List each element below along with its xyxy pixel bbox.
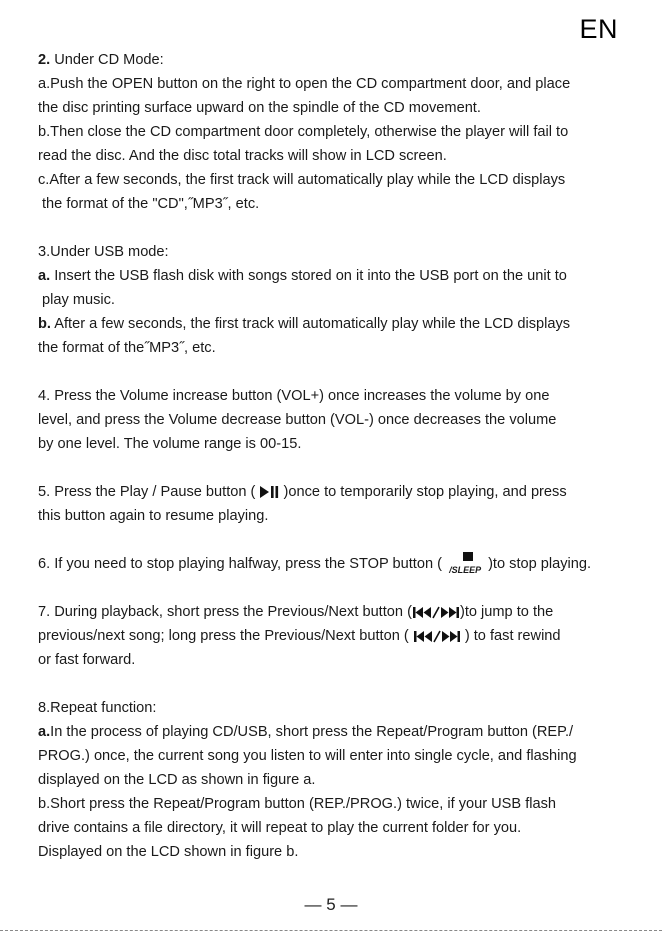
section-8-b-line-3: Displayed on the LCD shown in figure b. — [38, 844, 299, 860]
section-7-line-3: or fast forward. — [38, 652, 136, 668]
section-8-a-line-2: PROG.) once, the current song you listen to will enter into single cycle, and flashing — [38, 748, 577, 764]
section-7-line-2: previous/next song; long press the Previous/Next button ( ) to fast rewind — [38, 628, 561, 644]
section-2-c-line-1: c.After a few seconds, the first track will automatically play while the LCD displays — [38, 172, 566, 188]
section-2-c-line-2: the format of the "CD",˝MP3˝, etc. — [42, 196, 260, 212]
section-6-line-1: 6. If you need to stop playing halfway, press the STOP button ( /SLEEP )to stop playing. — [38, 552, 638, 576]
section-7-line-1: 7. During playback, short press the Previous/Next button ( )to jump to the — [38, 604, 554, 620]
previous-next-icon — [412, 605, 460, 619]
section-3-title: 3.Under USB mode: — [38, 244, 169, 260]
section-2-b-line-2: read the disc. And the disc total tracks will show in LCD screen. — [38, 148, 447, 164]
section-4-line-1: 4. Press the Volume increase button (VOL+) once increases the volume by one — [38, 388, 550, 404]
sleep-label: /SLEEP — [449, 565, 482, 575]
stop-sleep-icon — [446, 552, 488, 576]
section-2-b-line-1: b.Then close the CD compartment door completely, otherwise the player will fail to — [38, 124, 569, 140]
section-4-line-3: by one level. The volume range is 00-15. — [38, 436, 302, 452]
section-8-a-line-3: displayed on the LCD as shown in figure a. — [38, 772, 316, 788]
section-5-line-2: this button again to resume playing. — [38, 508, 269, 524]
manual-page-content — [38, 48, 638, 864]
page-edge-divider — [0, 930, 662, 932]
section-2-a-line-1: a.Push the OPEN button on the right to open the CD compartment door, and place — [38, 76, 571, 92]
section-2-title: 2. Under CD Mode: — [38, 52, 164, 68]
section-3-a-line-2: play music. — [42, 292, 115, 308]
section-3-b-line-2: the format of the˝MP3˝, etc. — [38, 340, 216, 356]
section-4-line-2: level, and press the Volume decrease button (VOL-) once decreases the volume — [38, 412, 557, 428]
section-3-b-line-1: b. After a few seconds, the first track will automatically play while the LCD displays — [38, 316, 571, 332]
section-8-title: 8.Repeat function: — [38, 700, 157, 716]
section-3-a-line-1: a. Insert the USB flash disk with songs stored on it into the USB port on the unit to — [38, 268, 567, 284]
section-8-b-line-1: b.Short press the Repeat/Program button (REP./PROG.) twice, if your USB flash — [38, 796, 557, 812]
language-label: EN — [579, 14, 618, 44]
previous-next-icon — [413, 629, 461, 643]
section-2-a-line-2: the disc printing surface upward on the spindle of the CD movement. — [38, 100, 481, 116]
section-8-a-line-1: a.In the process of playing CD/USB, short press the Repeat/Program button (REP./ — [38, 724, 574, 740]
page-number: — 5 — — [304, 895, 358, 914]
section-5-line-1: 5. Press the Play / Pause button ( )once to temporarily stop playing, and press — [38, 484, 567, 500]
section-8-b-line-2: drive contains a file directory, it will repeat to play the current folder for you. — [38, 820, 522, 836]
play-pause-icon — [259, 485, 279, 499]
